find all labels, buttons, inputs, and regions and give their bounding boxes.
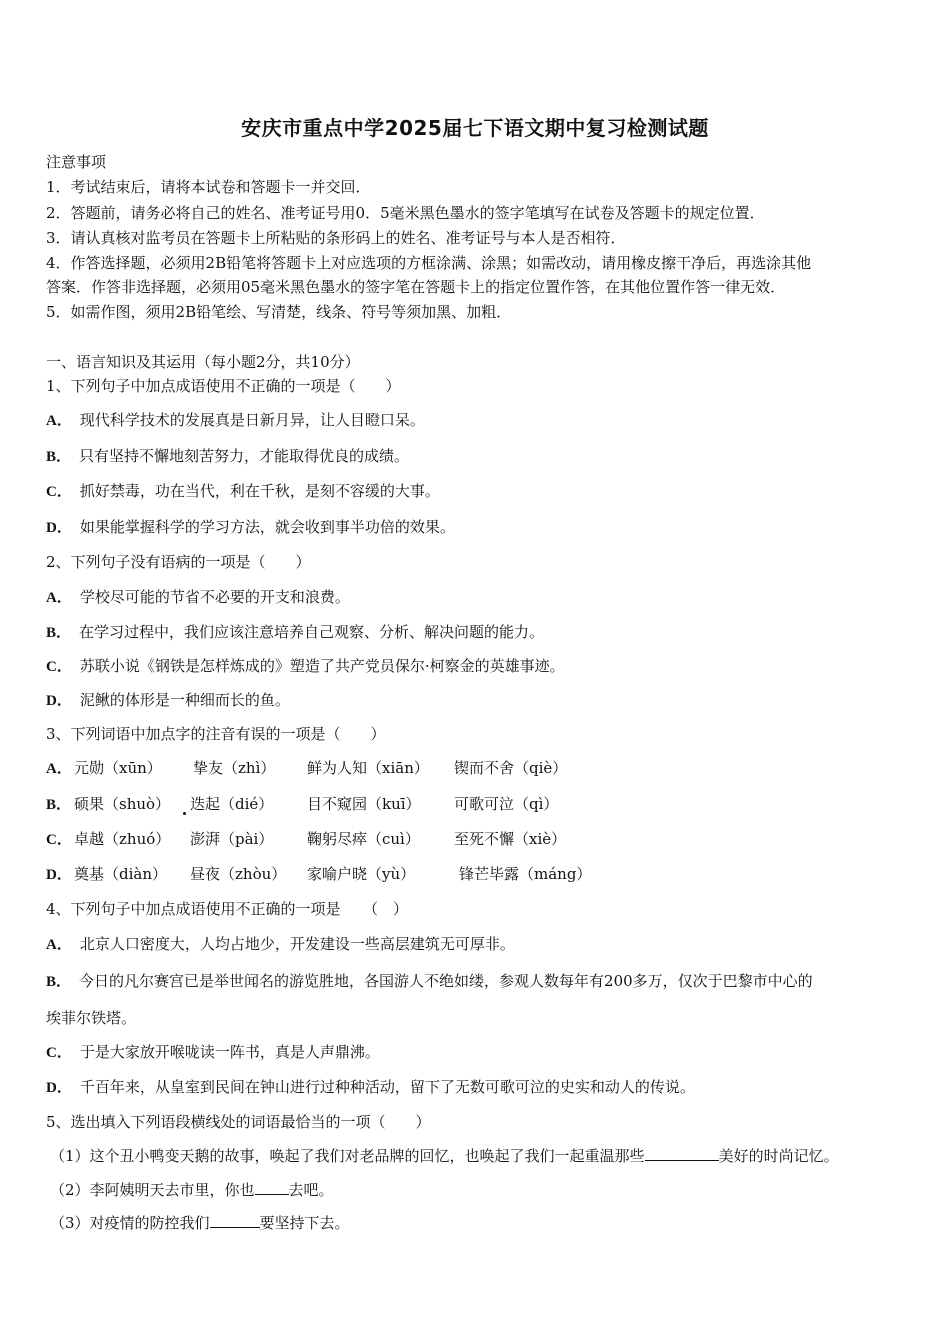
word-item: 至死不懈（xiè）: [454, 830, 567, 848]
word-item: 鞠躬尽瘁（cuì）: [307, 830, 420, 848]
question-stem: 2、下列句子没有语病的一项是（ ）: [46, 553, 311, 571]
option-a: A． 北京人口密度大，人均占地少，开发建设一些高层建筑无可厚非。: [46, 935, 515, 953]
word-item: 元勋（xūn）: [74, 759, 162, 777]
option-c: C． 抓好禁毒，功在当代，利在千秋，是刻不容缓的大事。: [46, 482, 440, 500]
option-a: A．: [46, 761, 72, 777]
emphasis-dot: [183, 812, 186, 815]
sentence-text: （1）这个丑小鸭变天鹅的故事，唤起了我们对老品牌的回忆，也唤起了我们一起重温那些: [50, 1147, 645, 1165]
option-text: 在学习过程中，我们应该注意培养自己观察、分析、解决问题的能力。: [79, 623, 545, 641]
option-b: B． 今日的凡尔赛宫已是举世闻名的游览胜地，各国游人不绝如缕，参观人数每年有200多万，仅次于巴黎市中心的: [46, 972, 813, 990]
word-item: 卓越（zhuó）: [74, 830, 171, 848]
question-stem: 5、选出填入下列语段横线处的词语最恰当的一项（ ）: [46, 1113, 431, 1131]
word-item: 硕果（shuò）: [74, 795, 171, 813]
option-c: C． 于是大家放开喉咙读一阵书，真是人声鼎沸。: [46, 1043, 380, 1061]
sentence-text: 美好的时尚记忆。: [718, 1147, 839, 1165]
option-b: B． 只有坚持不懈地刻苦努力，才能取得优良的成绩。: [46, 447, 410, 465]
option-d: D．: [46, 867, 72, 883]
option-text: 学校尽可能的节省不必要的开支和浪费。: [79, 588, 350, 606]
option-text: 今日的凡尔赛宫已是举世闻名的游览胜地，各国游人不绝如缕，参观人数每年有200多万，仅次于巴黎市中心的: [79, 972, 813, 990]
notice-item: 4．作答选择题，必须用2B铅笔将答题卡上对应选项的方框涂满、涂黑；如需改动，请用橡皮擦干净后，再选涂其他: [46, 254, 812, 272]
sentence-1: [50, 1146, 839, 1166]
option-text: 北京人口密度大，人均占地少，开发建设一些高层建筑无可厚非。: [79, 935, 515, 953]
option-a: A． 学校尽可能的节省不必要的开支和浪费。: [46, 588, 350, 606]
sentence-text: （3）对疫情的防控我们: [50, 1214, 210, 1232]
word-item: 鲜为人知（xiān）: [307, 759, 429, 777]
notice-item: 3．请认真核对监考员在答题卡上所粘贴的条形码上的姓名、准考证号与本人是否相符．: [46, 229, 626, 247]
option-a: A． 现代科学技术的发展真是日新月异，让人目瞪口呆。: [46, 411, 425, 429]
fill-blank[interactable]: [255, 1180, 289, 1195]
option-text: 抓好禁毒，功在当代，利在千秋，是刻不容缓的大事。: [79, 482, 440, 500]
option-text: 现代科学技术的发展真是日新月异，让人目瞪口呆。: [79, 411, 425, 429]
word-item: 迭起（dié）: [190, 795, 274, 813]
question-stem: 1、下列句子中加点成语使用不正确的一项是（ ）: [46, 377, 401, 395]
option-text: 泥鳅的体形是一种细而长的鱼。: [79, 691, 290, 709]
section-heading: 一、语言知识及其运用（每小题2分，共10分）: [46, 353, 360, 371]
notice-item: 答案．作答非选择题，必须用05毫米黑色墨水的签字笔在答题卡上的指定位置作答，在其他位置作答一律无效．: [46, 278, 786, 296]
option-b: B． 在学习过程中，我们应该注意培养自己观察、分析、解决问题的能力。: [46, 623, 545, 641]
word-item: 锋芒毕露（máng）: [459, 865, 592, 883]
sentence-3: [50, 1213, 350, 1233]
sentence-text: （2）李阿姨明天去市里，你也: [50, 1181, 255, 1199]
option-text-continued: 埃菲尔铁塔。: [46, 1009, 137, 1027]
word-item: 挚友（zhì）: [193, 759, 276, 777]
fill-blank[interactable]: [210, 1213, 260, 1228]
question-stem: 4、下列句子中加点成语使用不正确的一项是 （ ）: [46, 900, 409, 918]
word-item: 锲而不舍（qiè）: [454, 759, 568, 777]
notice-item: 2．答题前，请务必将自己的姓名、准考证号用0．5毫米黑色墨水的签字笔填写在试卷及答题卡的规定位置．: [46, 204, 765, 222]
option-c: C．: [46, 832, 72, 848]
sentence-text: 去吧。: [288, 1181, 334, 1199]
option-d: D． 如果能掌握科学的学习方法，就会收到事半功倍的效果。: [46, 518, 455, 536]
word-item: 奠基（diàn）: [74, 865, 168, 883]
option-text: 只有坚持不懈地刻苦努力，才能取得优良的成绩。: [79, 447, 410, 465]
word-item: 家喻户晓（yù）: [307, 865, 416, 883]
word-item: 目不窥园（kuī）: [307, 795, 421, 813]
option-text: 于是大家放开喉咙读一阵书，真是人声鼎沸。: [79, 1043, 380, 1061]
option-c: C． 苏联小说《钢铁是怎样炼成的》塑造了共产党员保尔·柯察金的英雄事迹。: [46, 657, 565, 675]
page-title: 安庆市重点中学2025届七下语文期中复习检测试题: [241, 116, 709, 140]
option-b: B．: [46, 797, 72, 813]
option-d: D． 泥鳅的体形是一种细而长的鱼。: [46, 691, 290, 709]
word-item: 昼夜（zhòu）: [190, 865, 287, 883]
option-text: 如果能掌握科学的学习方法，就会收到事半功倍的效果。: [79, 518, 455, 536]
notice-heading: 注意事项: [46, 153, 107, 171]
sentence-2: [50, 1180, 334, 1200]
notice-item: 5．如需作图，须用2B铅笔绘、写清楚，线条、符号等须加黑、加粗．: [46, 303, 512, 321]
notice-item: 1．考试结束后，请将本试卷和答题卡一并交回．: [46, 178, 371, 196]
word-item: 可歌可泣（qì）: [454, 795, 559, 813]
word-item: 澎湃（pài）: [190, 830, 274, 848]
question-stem: 3、下列词语中加点字的注音有误的一项是（ ）: [46, 725, 386, 743]
option-d: D． 千百年来，从皇室到民间在钟山进行过种种活动，留下了无数可歌可泣的史实和动人的传说。: [46, 1078, 695, 1096]
sentence-text: 要坚持下去。: [259, 1214, 350, 1232]
option-text: 千百年来，从皇室到民间在钟山进行过种种活动，留下了无数可歌可泣的史实和动人的传说。: [79, 1078, 695, 1096]
option-text: 苏联小说《钢铁是怎样炼成的》塑造了共产党员保尔·柯察金的英雄事迹。: [79, 657, 565, 675]
fill-blank[interactable]: [645, 1146, 719, 1161]
